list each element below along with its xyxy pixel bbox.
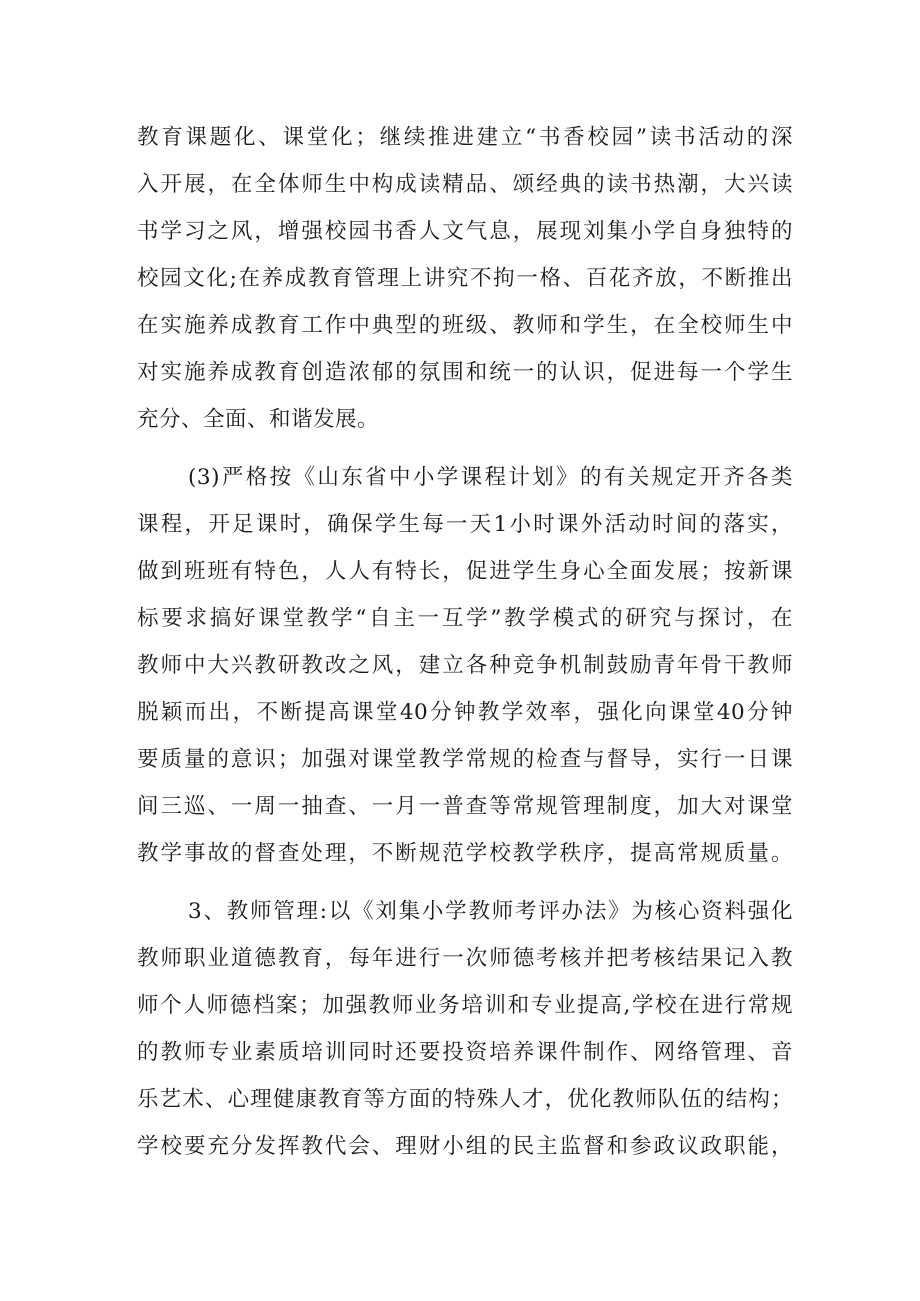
- paragraph-2-line-1: (3)严格按《山东省中小学课程计划》的有关规定开齐各类: [188, 465, 793, 490]
- paragraph-1-line-5: 在实施养成教育工作中典型的班级、教师和学生，在全校师生中: [137, 313, 793, 338]
- paragraph-2-line-8: 间三巡、一周一抽查、一月一普查等常规管理制度，加大对课堂: [137, 794, 793, 819]
- paragraph-2-line-3: 做到班班有特色，人人有特长，促进学生身心全面发展；按新课: [137, 559, 793, 584]
- paragraph-2-line-7: 要质量的意识；加强对课堂教学常规的检查与督导，实行一日课: [137, 747, 793, 772]
- paragraph-2-line-9: 教学事故的督查处理，不断规范学校教学秩序，提高常规质量。: [137, 841, 793, 866]
- paragraph-1-line-2: 入开展，在全体师生中构成读精品、颂经典的读书热潮，大兴读: [137, 172, 793, 197]
- paragraph-1-line-6: 对实施养成教育创造浓郁的氛围和统一的认识，促进每一个学生: [137, 360, 793, 385]
- paragraph-1-line-3: 书学习之风，增强校园书香人文气息，展现刘集小学自身独特的: [137, 219, 793, 244]
- paragraph-1-line-1: 教育课题化、课堂化；继续推进建立“书香校园”读书活动的深: [137, 125, 793, 150]
- paragraph-3-line-5: 乐艺术、心理健康教育等方面的特殊人才，优化教师队伍的结构；: [137, 1087, 793, 1112]
- paragraph-3-line-1: 3、教师管理:以《刘集小学教师考评办法》为核心资料强化: [188, 899, 793, 924]
- paragraph-2-line-6: 脱颖而出，不断提高课堂40分钟教学效率，强化向课堂40分钟: [137, 700, 793, 725]
- paragraph-3-line-3: 师个人师德档案；加强教师业务培训和专业提高,学校在进行常规: [137, 993, 793, 1018]
- paragraph-3-line-4: 的教师专业素质培训同时还要投资培养课件制作、网络管理、音: [137, 1040, 793, 1065]
- paragraph-2-line-5: 教师中大兴教研教改之风，建立各种竞争机制鼓励青年骨干教师: [137, 653, 793, 678]
- paragraph-2-line-4: 标要求搞好课堂教学“自主一互学”教学模式的研究与探讨，在: [137, 606, 793, 631]
- paragraph-3-line-2: 教师职业道德教育，每年进行一次师德考核并把考核结果记入教: [137, 946, 793, 971]
- paragraph-1-line-7: 充分、全面、和谐发展。: [137, 407, 380, 432]
- paragraph-2-line-2: 课程，开足课时，确保学生每一天1小时课外活动时间的落实，: [137, 512, 793, 537]
- paragraph-3-line-6: 学校要充分发挥教代会、理财小组的民主监督和参政议政职能，: [137, 1134, 793, 1159]
- paragraph-1-line-4: 校园文化;在养成教育管理上讲究不拘一格、百花齐放，不断推出: [137, 266, 793, 291]
